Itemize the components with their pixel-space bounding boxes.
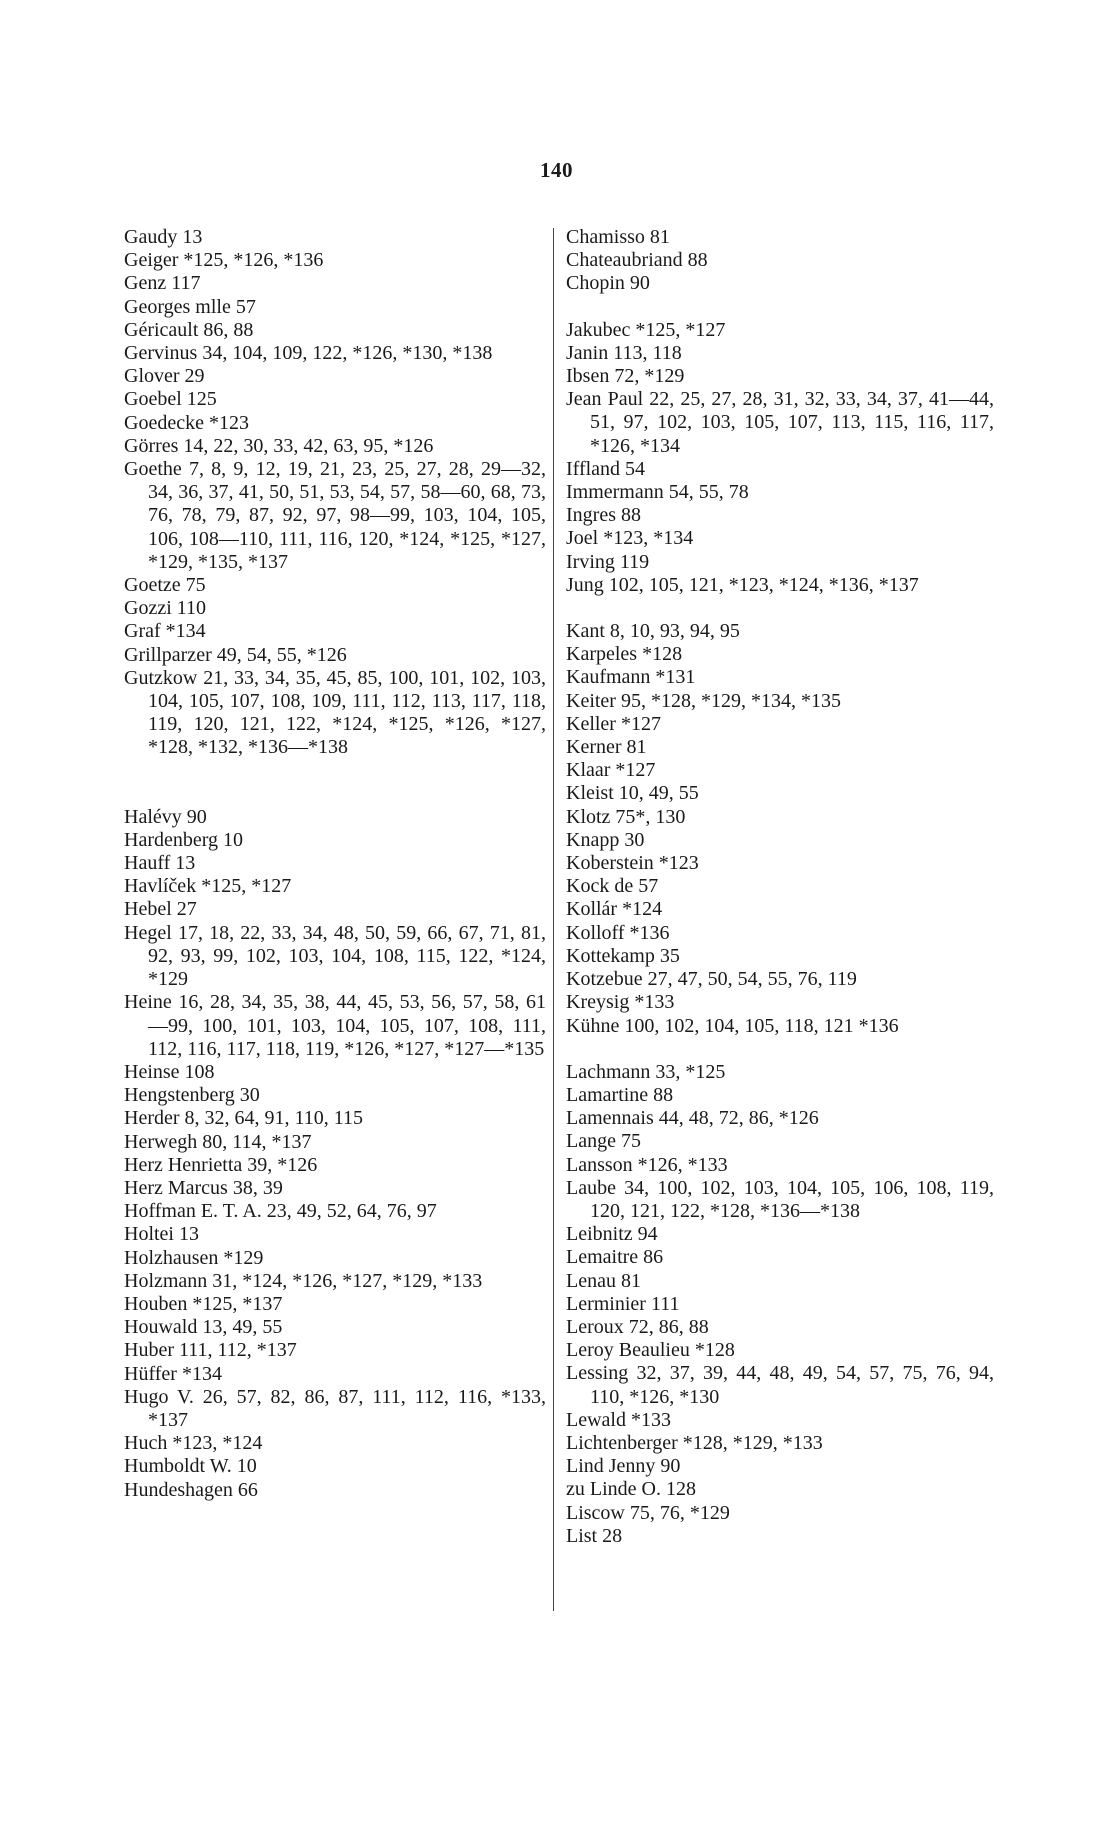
index-entry: Ibsen 72, *129 [566,365,685,388]
index-entry: Knapp 30 [566,828,645,851]
index-entry: Géricault 86, 88 [124,318,254,341]
index-entry: Leroy Beaulieu *128 [566,1339,735,1362]
index-entry: Joel *123, *134 [566,527,694,550]
index-entry: Huch *123, *124 [124,1432,263,1455]
index-entry: Laube 34, 100, 102, 103, 104, 105, 106, 108, 119, 120, 121, 122, *128, *136—*138 [566,1176,994,1222]
index-entry: List 28 [566,1524,623,1547]
index-entry: Keller *127 [566,712,661,735]
section-gap [566,296,994,319]
index-entry: Hardenberg 10 [124,828,244,851]
index-entry: Klotz 75*, 130 [566,805,686,828]
section-gap [124,760,546,806]
index-entry: Huber 111, 112, *137 [124,1339,297,1362]
index-entry: Lewald *133 [566,1408,671,1431]
index-entry: Geiger *125, *126, *136 [124,249,324,272]
index-entry: Herz Marcus 38, 39 [124,1176,283,1199]
index-entry: Gozzi 110 [124,597,207,620]
index-entry: Houwald 13, 49, 55 [124,1316,283,1339]
index-entry: Hüffer *134 [124,1362,222,1385]
index-column-right [566,226,994,1548]
index-entry: Herz Henrietta 39, *126 [124,1153,318,1176]
index-entry: Hauff 13 [124,852,196,875]
index-entry: Jung 102, 105, 121, *123, *124, *136, *137 [566,573,919,596]
index-entry: Lange 75 [566,1130,641,1153]
index-entry: Kühne 100, 102, 104, 105, 118, 121 *136 [566,1014,899,1037]
index-entry: Gutzkow 21, 33, 34, 35, 45, 85, 100, 101, 102, 103, 104, 105, 107, 108, 109, 111, 112, 113, 117, 118, 119, 120, 121, 122, *124, *125, *126, *127, *128, *132, *136—*138 [124,666,546,759]
index-entry: Hundeshagen 66 [124,1478,258,1501]
index-entry: Herder 8, 32, 64, 91, 110, 115 [124,1107,364,1130]
index-entry: Chamisso 81 [566,226,670,248]
index-entry: Graf *134 [124,620,206,643]
index-entry: zu Linde O. 128 [566,1478,696,1501]
index-entry: Kerner 81 [566,736,647,759]
index-entry: Kotzebue 27, 47, 50, 54, 55, 76, 119 [566,968,857,991]
index-entry: Goebel 125 [124,388,217,411]
index-entry: Lachmann 33, *125 [566,1060,726,1083]
index-entry: Goedecke *123 [124,411,249,434]
index-entry: Keiter 95, *128, *129, *134, *135 [566,689,841,712]
index-column-left [124,226,546,1502]
index-entry: Kleist 10, 49, 55 [566,782,699,805]
index-entry: Hengstenberg 30 [124,1084,260,1107]
index-entry: Goetze 75 [124,574,206,597]
index-entry: Lessing 32, 37, 39, 44, 48, 49, 54, 57, 75, 76, 94, 110, *126, *130 [566,1362,994,1408]
index-entry: Halévy 90 [124,805,207,828]
index-entry: Kreysig *133 [566,991,675,1014]
index-entry: Jean Paul 22, 25, 27, 28, 31, 32, 33, 34, 37, 41—44, 51, 97, 102, 103, 105, 107, 113, 115, 116, 117, *126, *134 [566,388,994,457]
column-divider [553,228,554,1611]
index-entry: Leroux 72, 86, 88 [566,1315,709,1338]
index-entry: Leibnitz 94 [566,1223,658,1246]
index-entry: Lamennais 44, 48, 72, 86, *126 [566,1107,819,1130]
page-number: 140 [540,158,573,182]
index-entry: Heine 16, 28, 34, 35, 38, 44, 45, 53, 56, 57, 58, 61—99, 100, 101, 103, 104, 105, 107, 108, 111, 112, 116, 117, 118, 119, *126, *127, *127—*135 [124,991,546,1060]
section-gap [566,597,994,620]
index-entry: Houben *125, *137 [124,1292,283,1315]
index-entry: Klaar *127 [566,759,656,782]
index-entry: Gaudy 13 [124,226,203,248]
index-entry: Hegel 17, 18, 22, 33, 34, 48, 50, 59, 66, 67, 71, 81, 92, 93, 99, 102, 103, 104, 108, 115, 122, *124, *129 [124,921,546,991]
index-entry: Kolloff *136 [566,921,670,944]
index-entry: Hugo V. 26, 57, 82, 86, 87, 111, 112, 116, *133, *137 [124,1385,546,1431]
index-entry: Kollár *124 [566,898,663,921]
index-entry: Chopin 90 [566,272,650,295]
index-entry: Lerminier 111 [566,1292,680,1315]
index-entry: Holtei 13 [124,1223,199,1246]
index-entry: Lichtenberger *128, *129, *133 [566,1431,823,1454]
index-entry: Görres 14, 22, 30, 33, 42, 63, 95, *126 [124,434,434,457]
index-entry: Karpeles *128 [566,643,683,666]
index-entry: Genz 117 [124,272,201,295]
index-entry: Liscow 75, 76, *129 [566,1501,730,1524]
index-entry: Hoffman E. T. A. 23, 49, 52, 64, 76, 97 [124,1200,437,1223]
index-entry: Holzhausen *129 [124,1246,264,1269]
index-entry: Irving 119 [566,550,650,573]
index-entry: Georges mlle 57 [124,295,256,318]
index-entry: Iffland 54 [566,457,646,480]
index-entry: Lamartine 88 [566,1083,674,1106]
index-entry: Hebel 27 [124,898,197,921]
index-entry: Heinse 108 [124,1060,215,1083]
index-entry: Goethe 7, 8, 9, 12, 19, 21, 23, 25, 27, 28, 29—32, 34, 36, 37, 41, 50, 51, 53, 54, 57, 58—60, 68, 73, 76, 78, 79, 87, 92, 97, 98—99, 103, 104, 105, 106, 108—110, 111, 116, 120, *124, *125, *127, *129, *135, *137 [124,458,546,573]
index-entry: Glover 29 [124,365,205,388]
index-entry: Kant 8, 10, 93, 94, 95 [566,620,740,643]
index-entry: Grillparzer 49, 54, 55, *126 [124,643,347,666]
index-entry: Kottekamp 35 [566,944,680,967]
index-entry: Lind Jenny 90 [566,1455,681,1478]
section-gap [566,1038,994,1061]
index-entry: Humboldt W. 10 [124,1455,257,1478]
index-entry: Kock de 57 [566,875,659,898]
index-entry: Havlíček *125, *127 [124,875,292,898]
index-entry: Jakubec *125, *127 [566,318,726,341]
index-entry: Koberstein *123 [566,852,699,875]
index-entry: Gervinus 34, 104, 109, 122, *126, *130, *138 [124,342,493,365]
index-entry: Lenau 81 [566,1269,641,1292]
index-entry: Herwegh 80, 114, *137 [124,1130,312,1153]
index-entry: Lemaitre 86 [566,1246,664,1269]
index-entry: Chateaubriand 88 [566,249,708,272]
index-entry: Kaufmann *131 [566,666,696,689]
index-entry: Janin 113, 118 [566,341,682,364]
index-entry: Immermann 54, 55, 78 [566,481,749,504]
index-entry: Ingres 88 [566,504,641,527]
index-entry: Lansson *126, *133 [566,1153,728,1176]
index-entry: Holzmann 31, *124, *126, *127, *129, *133 [124,1269,483,1292]
